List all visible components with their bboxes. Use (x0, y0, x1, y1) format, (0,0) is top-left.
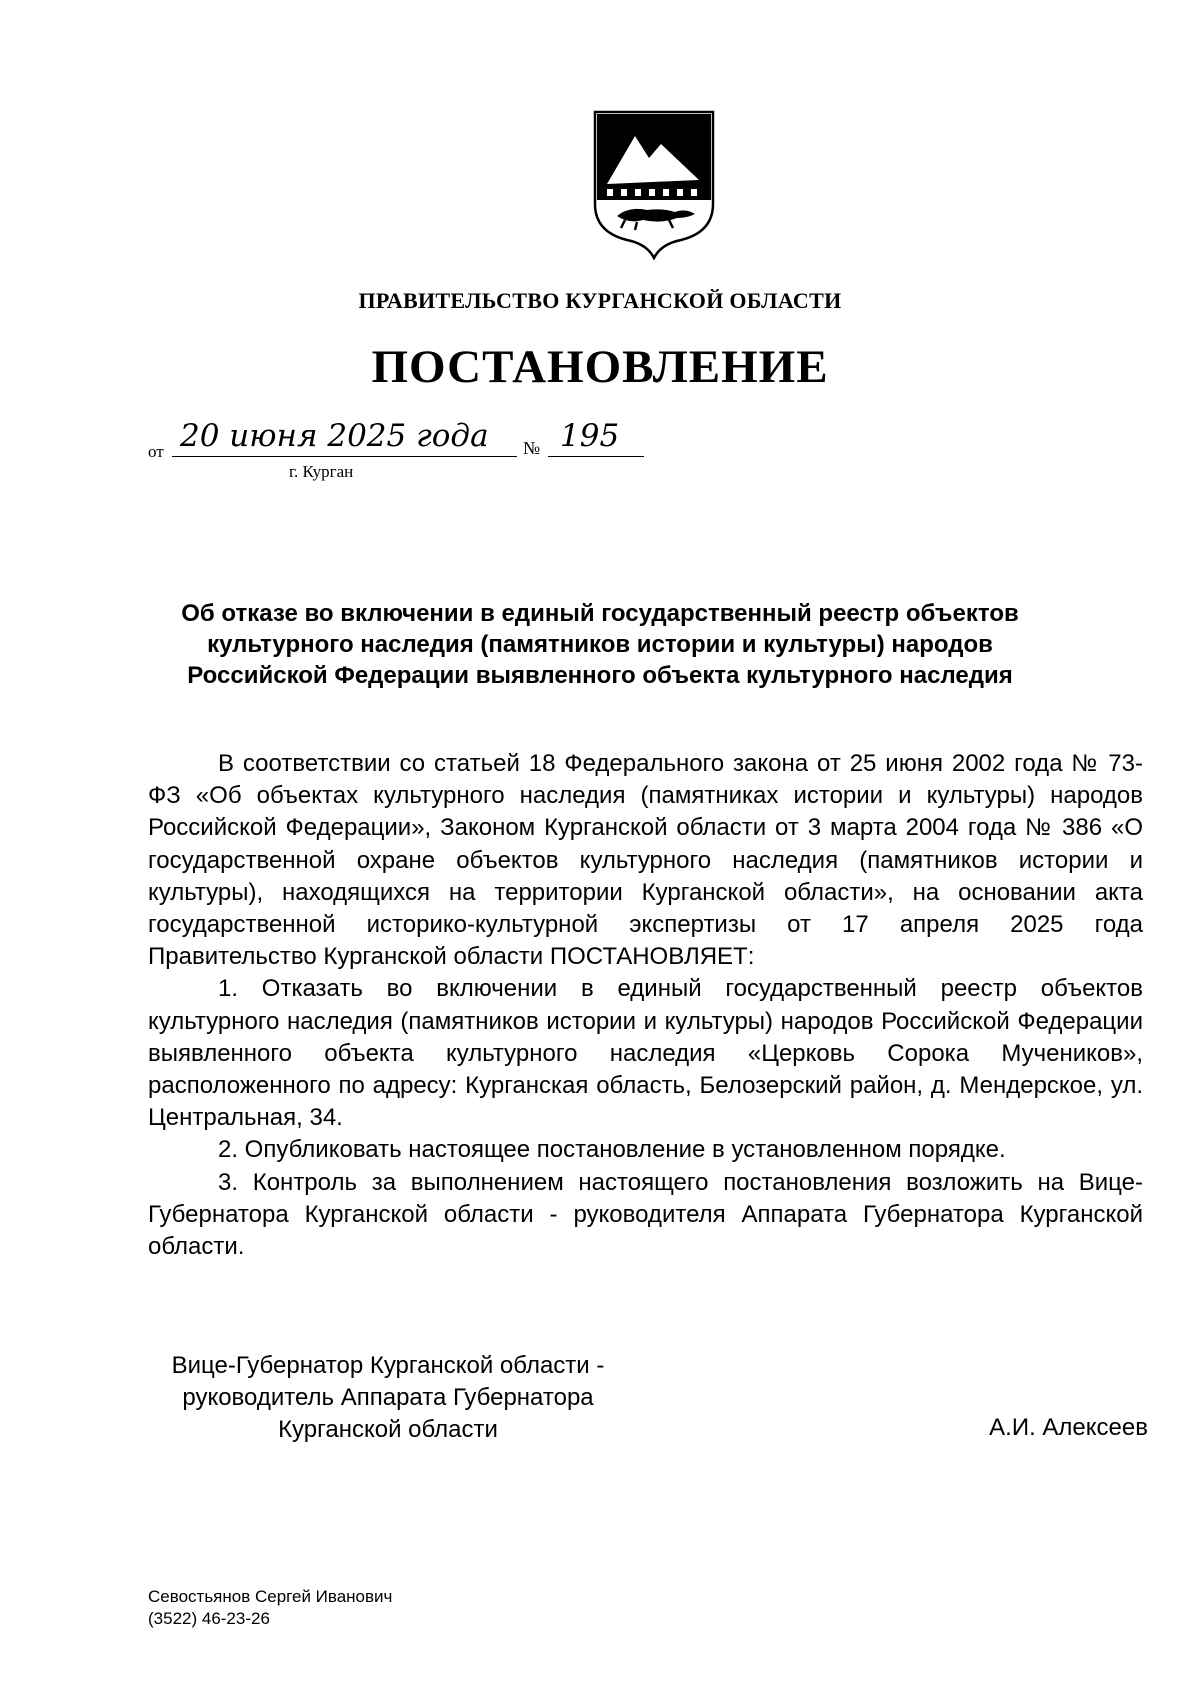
signer-name: А.И. Алексеев (989, 1414, 1148, 1441)
preamble-paragraph: В соответствии со статьей 18 Федерального закона от 25 июня 2002 года № 73-ФЗ «Об объектах культурного наследия (памятниках истории и культуры) народов Российской Федерации», Законом Курганской области от 3 марта 2004 года № 386 «О государственной охране объектов культурного наследия (памятников истории и культуры), находящихся на территории Курганской области», на основании акта государственной историко-культурной экспертизы от 17 апреля 2025 года Правительство Курганской области ПОСТАНОВЛЯЕТ: (148, 750, 1143, 971)
executor-info (148, 1586, 392, 1630)
resolution-title: Об отказе во включении в единый государственный реестр объектов культурного наследия (памятников истории и культуры) народов Российской Федерации выявленного объекта культурного наследия (181, 600, 1019, 689)
number-handwritten: 195 (560, 418, 620, 454)
signer-position-line: Курганской области (278, 1416, 498, 1443)
city-label: г. Курган (289, 462, 354, 481)
date-prefix: от (148, 442, 164, 461)
number-field (548, 420, 644, 457)
executor-phone: (3522) 46-23-26 (148, 1609, 270, 1628)
document-reference (0, 420, 1200, 490)
signer-position-line: руководитель Аппарата Губернатора (182, 1384, 594, 1411)
date-handwritten: 20 июня 2025 года (180, 418, 489, 454)
executor-name: Севостьянов Сергей Иванович (148, 1587, 393, 1606)
document-type-title: ПОСТАНОВЛЕНИЕ (371, 341, 829, 393)
coat-of-arms-icon (591, 110, 717, 260)
item-paragraph: 3. Контроль за выполнением настоящего постановления возложить на Вице-Губернатора Курганской области - руководителя Аппарата Губернатора Курганской области. (148, 1168, 1143, 1261)
government-name: ПРАВИТЕЛЬСТВО КУРГАНСКОЙ ОБЛАСТИ (358, 288, 842, 313)
resolution-body (148, 748, 1143, 1263)
signer-position (148, 1350, 628, 1446)
date-field (172, 420, 517, 457)
number-label: № (523, 438, 541, 458)
item-paragraph: 2. Опубликовать настоящее постановление в установленном порядке. (218, 1136, 1006, 1164)
item-paragraph: 1. Отказать во включении в единый государственный реестр объектов культурного наследия (памятников истории и культуры) народов Российской Федерации выявленного объекта культурного наследия «Церковь Сорока Мучеников», расположенного по адресу: Курганская область, Белозерский район, д. Мендерское, ул. Центральная, 34. (148, 975, 1143, 1132)
signer-position-line: Вице-Губернатор Курганской области - (171, 1352, 605, 1379)
